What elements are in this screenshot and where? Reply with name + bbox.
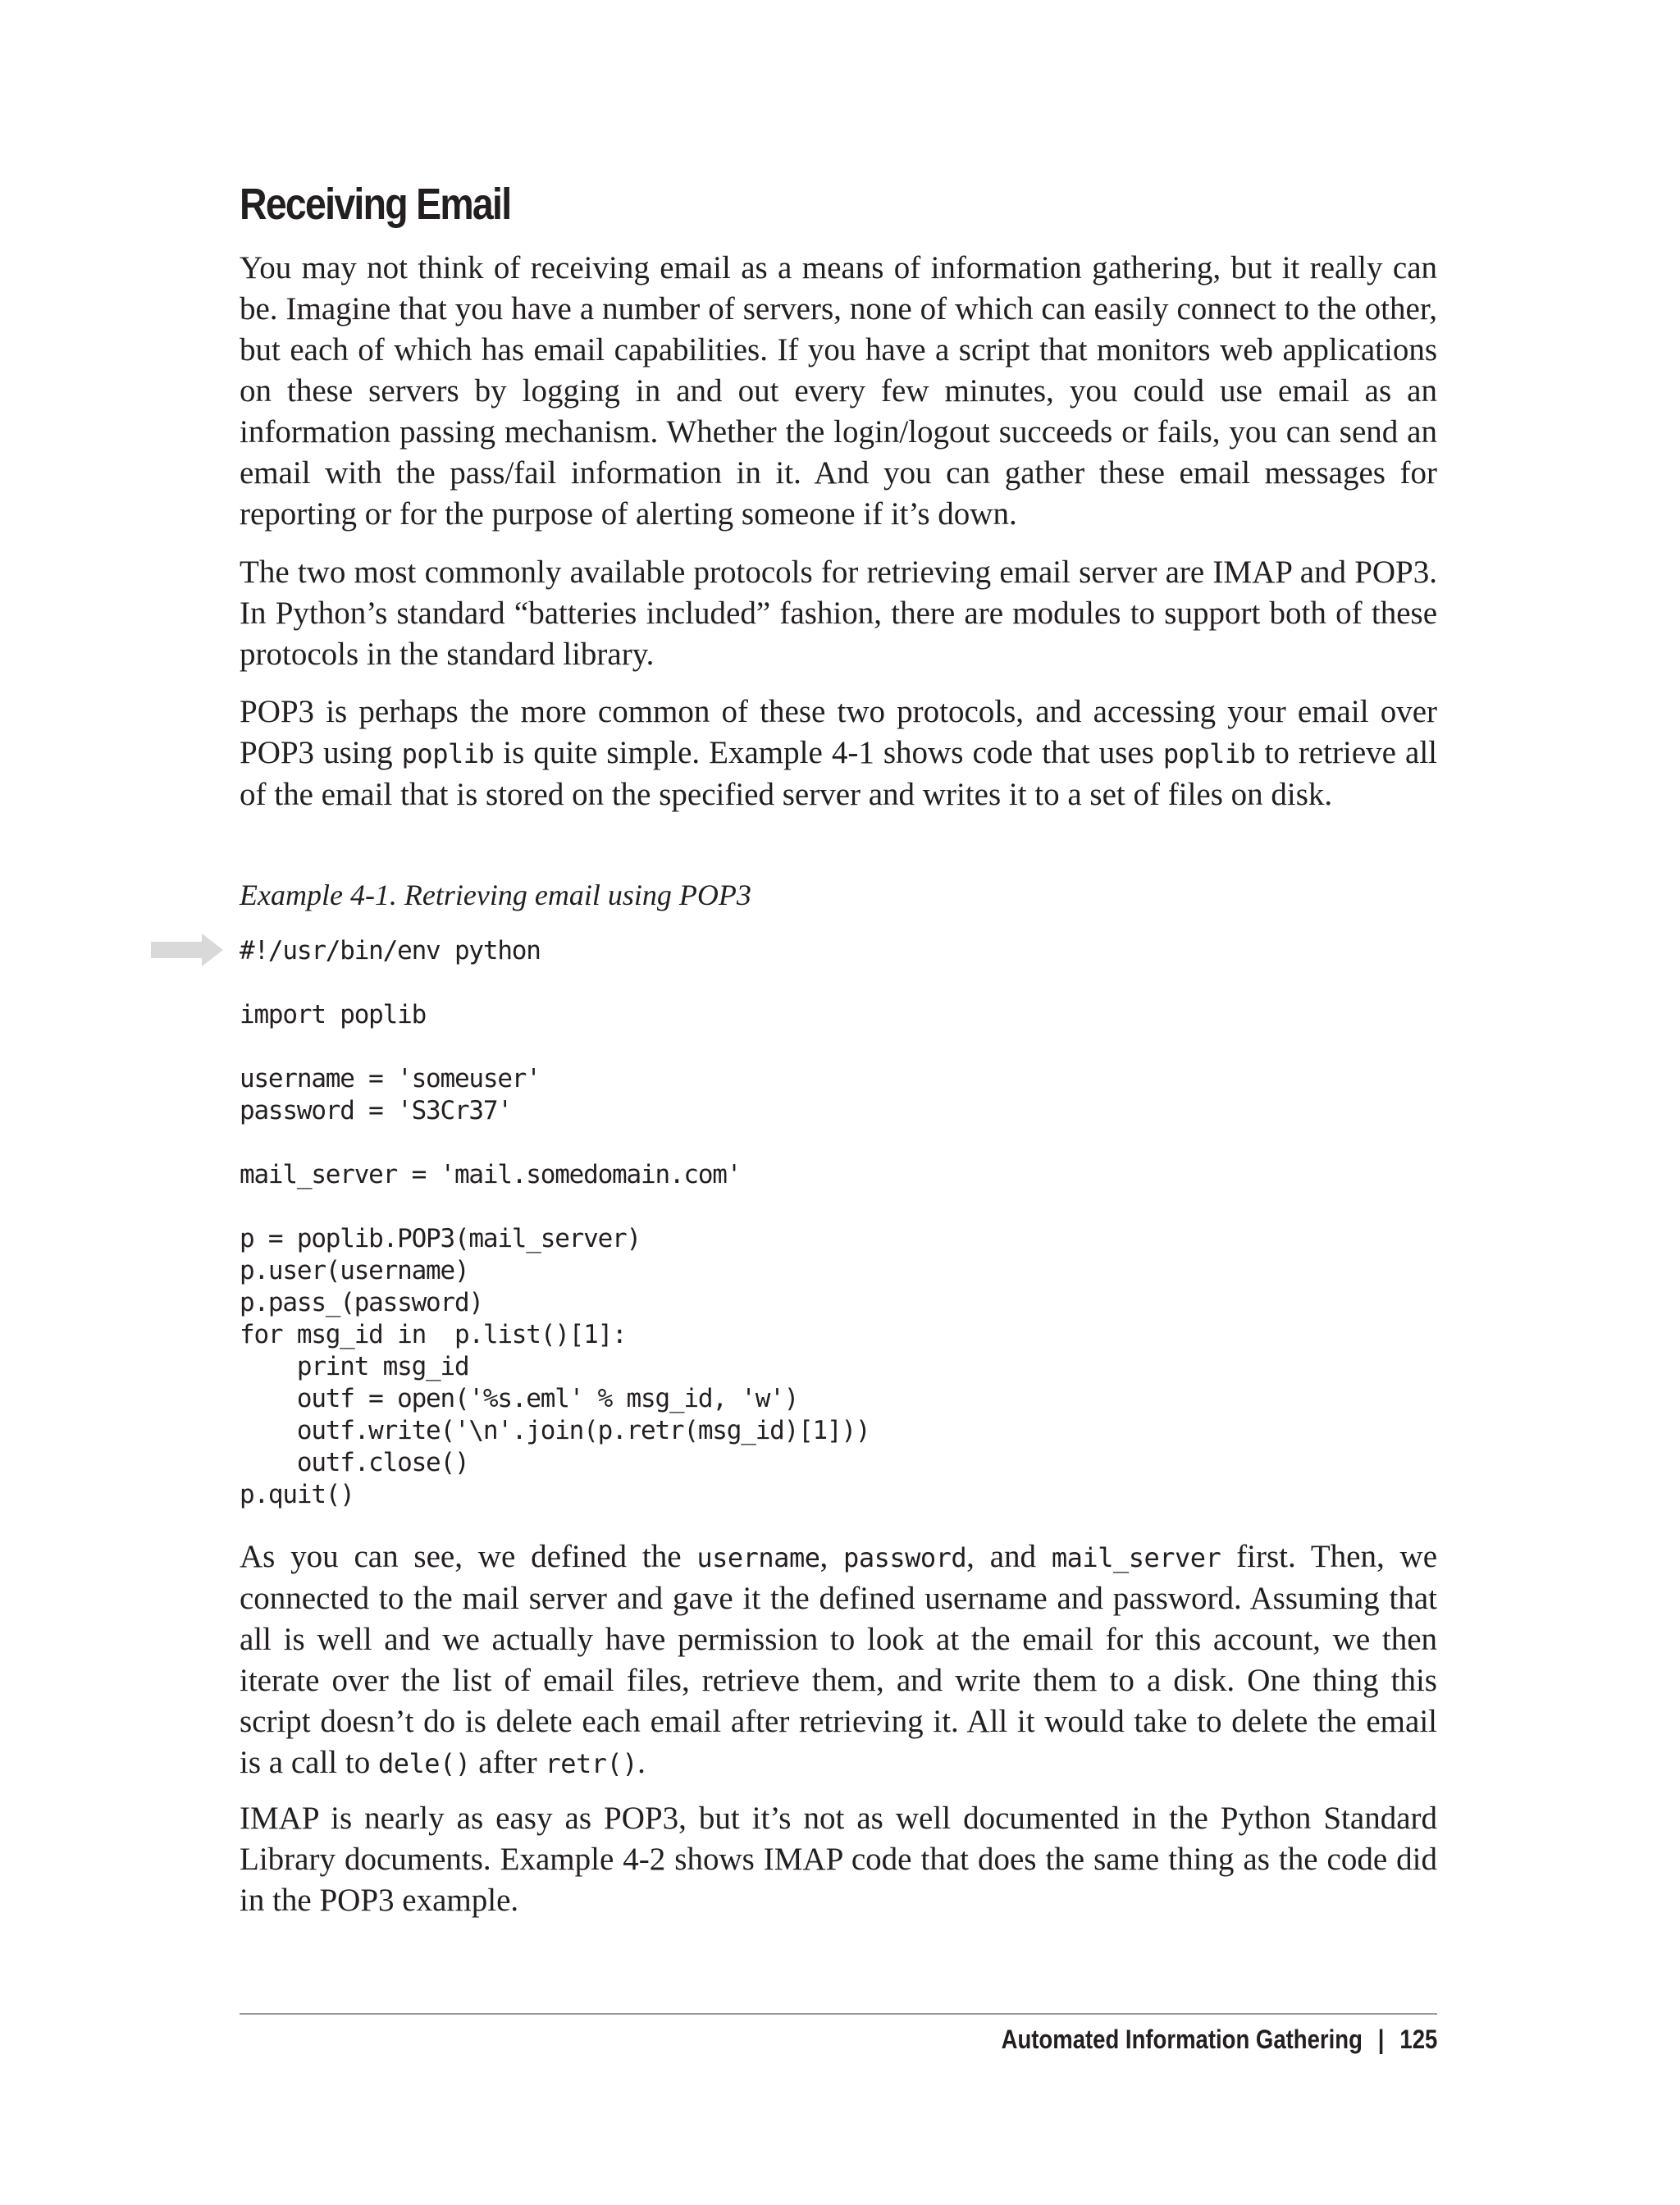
paragraph-intro: You may not think of receiving email as a means of information gathering, but it really can be. Imagine that you have a number of servers, none of which can easily connect to the other, but each of which has email capabilities. If you have a script that monitors web applications on these servers by logging in and out every few minutes, you could use email as an information passing mechanism. Whether the login/logout succeeds or fails, you can send an email with the pass/fail information in it. And you can gather these email messages for reporting or for the purpose of alerting someone if it’s down. [240, 250, 1437, 532]
inline-code: password [843, 1542, 967, 1573]
text-run: first. Then, we connected to the mail server and gave it the defined username and password. Assuming that all is well and we actually have permission to look at the email for this account, we then iterate over the list of email files, retrieve them, and write them to a disk. One thing this script doesn’t do is delete each email after retrieving it. All it would take to delete the email is a call to [240, 1539, 1438, 1780]
right-arrow-icon [151, 934, 223, 966]
inline-code: username [696, 1542, 820, 1573]
paragraph-protocols: The two most commonly available protocols for retrieving email server are IMAP and POP3. In Python’s standard “batteries included” fashion, there are modules to support both of these protocols in the standard library. [240, 555, 1437, 672]
page-footer [1001, 2025, 1437, 2055]
inline-code: poplib [1162, 738, 1256, 769]
text-run: to retrieve all of the email that is stored on the specified server and writes it to a set of files on disk. [240, 735, 1437, 812]
paragraph-imap: IMAP is nearly as easy as POP3, but it’s not as well documented in the Python Standard Library documents. Example 4-2 shows IMAP code that does the same thing as the code did in the POP3 example. [240, 1801, 1437, 1918]
inline-code: mail_server [1051, 1542, 1221, 1573]
text-run: is quite simple. Example 4-1 shows code that uses [494, 735, 1163, 770]
chapter-title: Automated Information Gathering [1001, 2025, 1363, 2054]
inline-code: retr() [545, 1748, 638, 1779]
code-block: #!/usr/bin/env python import poplib username = 'someuser' password = 'S3Cr37' mail_server = 'mail.somedomain.com' p = poplib.POP3(mail_server) p.user(username) p.pass_(password) for msg_id in p.list()[1]: print msg_id outf = open('%s.eml' % msg_id, 'w') outf.write('\n'.join(p.retr(msg_id)[1])) outf.close() p.quit() [240, 936, 870, 1509]
paragraph-explanation [240, 1536, 1437, 1784]
text-run: As you can see, we defined the [240, 1539, 697, 1574]
text-run: , [819, 1539, 844, 1574]
text-run: . [637, 1745, 646, 1780]
paragraph-pop3 [240, 692, 1437, 815]
footer-rule [240, 2013, 1437, 2015]
page-number: 125 [1399, 2025, 1437, 2054]
text-run: , and [966, 1539, 1052, 1574]
section-heading: Receiving Email [240, 180, 511, 229]
inline-code: poplib [401, 738, 495, 769]
text-run: POP3 is perhaps the more common of these two protocols, and accessing your email over POP3 using [240, 694, 1437, 770]
example-caption: Example 4-1. Retrieving email using POP3 [240, 879, 751, 911]
footer-separator: | [1377, 2025, 1385, 2054]
inline-code: dele() [377, 1748, 471, 1779]
text-run: after [470, 1745, 546, 1780]
